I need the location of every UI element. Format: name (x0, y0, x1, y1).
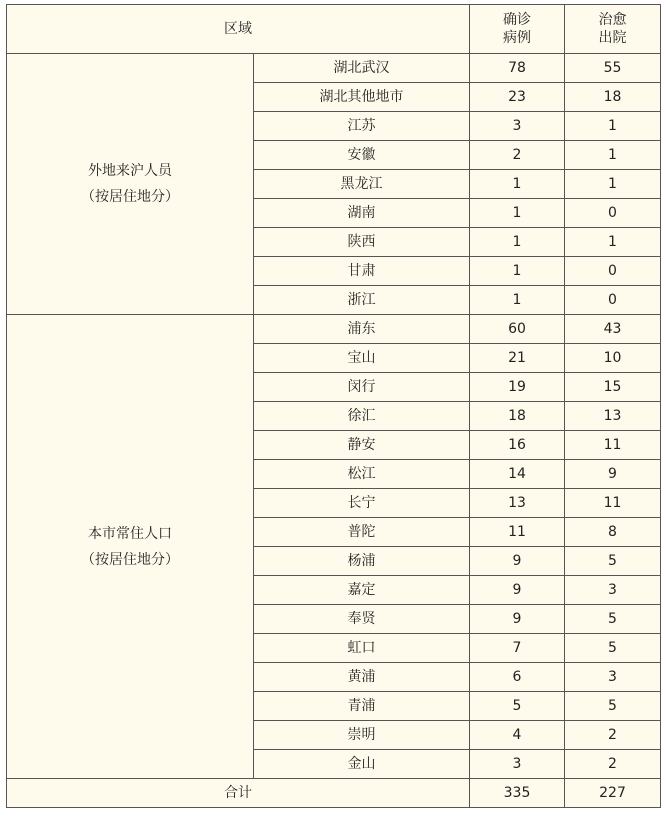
header-cured (565, 5, 661, 54)
cured-cell: 9 (565, 460, 661, 489)
cured-cell: 11 (565, 431, 661, 460)
total-row (7, 779, 661, 808)
area-cell: 湖北其他地市 (254, 83, 470, 112)
area-cell: 徐汇 (254, 402, 470, 431)
table-row (7, 54, 661, 83)
confirmed-cell: 14 (470, 460, 565, 489)
area-cell: 嘉定 (254, 576, 470, 605)
confirmed-cell: 19 (470, 373, 565, 402)
total-label: 合计 (7, 779, 470, 808)
area-cell: 黄浦 (254, 663, 470, 692)
area-cell: 奉贤 (254, 605, 470, 634)
cured-cell: 55 (565, 54, 661, 83)
area-cell: 闵行 (254, 373, 470, 402)
confirmed-cell: 16 (470, 431, 565, 460)
confirmed-cell: 1 (470, 286, 565, 315)
confirmed-cell: 3 (470, 112, 565, 141)
cured-cell: 18 (565, 83, 661, 112)
cured-cell: 5 (565, 605, 661, 634)
area-cell: 静安 (254, 431, 470, 460)
total-confirmed: 335 (470, 779, 565, 808)
cured-cell: 2 (565, 750, 661, 779)
area-cell: 长宁 (254, 489, 470, 518)
confirmed-cell: 9 (470, 576, 565, 605)
area-cell: 安徽 (254, 141, 470, 170)
header-cured-line2: 出院 (598, 30, 627, 46)
area-cell: 湖南 (254, 199, 470, 228)
confirmed-cell: 11 (470, 518, 565, 547)
header-cured-line1: 治愈 (598, 12, 627, 28)
cured-cell: 3 (565, 576, 661, 605)
cured-cell: 1 (565, 141, 661, 170)
confirmed-cell: 1 (470, 199, 565, 228)
cured-cell: 0 (565, 199, 661, 228)
confirmed-cell: 13 (470, 489, 565, 518)
area-cell: 浦东 (254, 315, 470, 344)
confirmed-cell: 78 (470, 54, 565, 83)
area-cell: 黑龙江 (254, 170, 470, 199)
area-cell: 崇明 (254, 721, 470, 750)
header-region: 区域 (7, 5, 470, 54)
confirmed-cell: 3 (470, 750, 565, 779)
table-row (7, 315, 661, 344)
area-cell: 陕西 (254, 228, 470, 257)
header-confirmed-line2: 病例 (503, 30, 531, 46)
group-subtitle: （按居住地分） (81, 551, 179, 568)
confirmed-cell: 18 (470, 402, 565, 431)
group-name: 外地来沪人员 (88, 163, 172, 179)
cured-cell: 10 (565, 344, 661, 373)
group-label-cell (7, 54, 254, 315)
area-cell: 虹口 (254, 634, 470, 663)
cured-cell: 5 (565, 634, 661, 663)
cured-cell: 8 (565, 518, 661, 547)
confirmed-cell: 1 (470, 228, 565, 257)
area-cell: 杨浦 (254, 547, 470, 576)
confirmed-cell: 23 (470, 83, 565, 112)
case-statistics-table (6, 4, 661, 808)
group-name: 本市常住人口 (88, 525, 172, 542)
area-cell: 浙江 (254, 286, 470, 315)
cured-cell: 1 (565, 228, 661, 257)
area-cell: 松江 (254, 460, 470, 489)
cured-cell: 5 (565, 547, 661, 576)
confirmed-cell: 4 (470, 721, 565, 750)
confirmed-cell: 21 (470, 344, 565, 373)
confirmed-cell: 1 (470, 170, 565, 199)
group-label-cell (7, 315, 254, 779)
area-cell: 青浦 (254, 692, 470, 721)
area-cell: 金山 (254, 750, 470, 779)
cured-cell: 1 (565, 170, 661, 199)
cured-cell: 2 (565, 721, 661, 750)
header-confirmed-line1: 确诊 (503, 12, 531, 28)
cured-cell: 1 (565, 112, 661, 141)
confirmed-cell: 7 (470, 634, 565, 663)
cured-cell: 5 (565, 692, 661, 721)
header-row (7, 5, 661, 54)
confirmed-cell: 9 (470, 605, 565, 634)
cured-cell: 11 (565, 489, 661, 518)
cured-cell: 43 (565, 315, 661, 344)
cured-cell: 0 (565, 257, 661, 286)
area-cell: 宝山 (254, 344, 470, 373)
area-cell: 普陀 (254, 518, 470, 547)
cured-cell: 0 (565, 286, 661, 315)
area-cell: 甘肃 (254, 257, 470, 286)
header-confirmed (470, 5, 565, 54)
area-cell: 江苏 (254, 112, 470, 141)
confirmed-cell: 60 (470, 315, 565, 344)
cured-cell: 15 (565, 373, 661, 402)
confirmed-cell: 9 (470, 547, 565, 576)
area-cell: 湖北武汉 (254, 54, 470, 83)
group-subtitle: （按居住地分） (81, 189, 179, 205)
total-cured: 227 (565, 779, 661, 808)
confirmed-cell: 2 (470, 141, 565, 170)
cured-cell: 3 (565, 663, 661, 692)
cured-cell: 13 (565, 402, 661, 431)
table-body (7, 54, 661, 779)
confirmed-cell: 5 (470, 692, 565, 721)
confirmed-cell: 1 (470, 257, 565, 286)
confirmed-cell: 6 (470, 663, 565, 692)
